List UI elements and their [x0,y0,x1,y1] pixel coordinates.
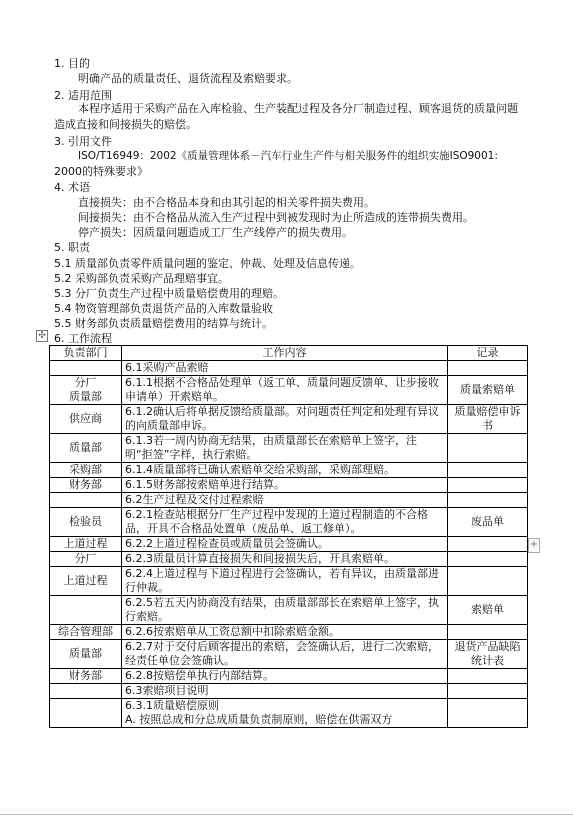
cell-record [448,684,528,699]
table-row [50,596,528,625]
cell-dept: 供应商 [50,405,122,434]
cell-content: 6.3.1质量赔偿原则 A. 按照总成和分总成质量负责制原则，赔偿在供需双方 [122,699,448,728]
cell-content: 6.2生产过程及交付过程索赔 [122,493,448,508]
cell-content: 6.2.5若五天内协商没有结果，由质量部部长在索赔单上签字，执行索赔。 [122,596,448,625]
cell-record [448,463,528,478]
cell-record [448,478,528,493]
page-bottom-edge [0,814,573,815]
header-record: 记录 [448,346,528,361]
cell-content: 6.2.7对于交付后顾客提出的索赔，会签确认后，进行二次索赔，经责任单位会签确认。 [122,640,448,669]
cell-dept [50,493,122,508]
section-2-title: 2. 适用范围 [54,89,112,102]
cell-record [448,552,528,567]
add-column-button[interactable]: + [528,538,540,553]
duty-item: 5.5 财务部负责质量赔偿费用的结算与统计。 [54,317,273,330]
cell-record [448,625,528,640]
table-row [50,434,528,463]
cell-record [448,434,528,463]
cell-dept: 分厂 质量部 [50,376,122,405]
cell-content: 6.2.4上道过程与下道过程进行会签确认，若有异议，由质量部进行仲裁。 [122,567,448,596]
section-3-line-2: 2000的特殊要求》 [54,165,148,178]
cell-record: 质量赔偿申诉书 [448,405,528,434]
cell-content: 6.1.5财务部按索赔单进行结算。 [122,478,448,493]
cell-content: 6.1.4质量部将已确认索赔单交给采购部，采购部理赔。 [122,463,448,478]
cell-record [448,537,528,552]
section-3-title: 3. 引用文件 [54,135,112,148]
workflow-table-body [50,361,528,728]
table-row [50,552,528,567]
cell-content: 6.2.8按赔偿单执行内部结算。 [122,669,448,684]
cell-content: 6.1.3若一周内协商无结果，由质量部长在索赔单上签字，注明“拒签”字样，执行索赔。 [122,434,448,463]
table-row [50,537,528,552]
cell-dept: 质量部 [50,434,122,463]
section-3-line-1: ISO/T16949：2002《质量管理体系－汽车行业生产件与相关服务件的组织实施ISO9001: [78,150,498,162]
table-row [50,640,528,669]
cell-record [448,699,528,728]
cell-record: 废品单 [448,508,528,537]
cell-record [448,567,528,596]
cell-content: 6.1采购产品索赔 [122,361,448,376]
table-row [50,376,528,405]
term-indirect-loss: 间接损失：由不合格品从流入生产过程中到被发现时为止所造成的连带损失费用。 [78,211,474,224]
table-row [50,463,528,478]
table-row [50,684,528,699]
cell-dept: 质量部 [50,640,122,669]
cell-dept: 综合管理部 [50,625,122,640]
duty-item: 5.1 质量部负责零件质量问题的鉴定、仲裁、处理及信息传递。 [54,257,361,270]
cell-content: 6.2.2上道过程检查员或质量员会签确认。 [122,537,448,552]
cell-content: 6.1.1根据不合格品处理单（返工单、质量问题反馈单、让步接收申请单）开索赔单。 [122,376,448,405]
cell-content: 6.3索赔项目说明 [122,684,448,699]
table-row [50,625,528,640]
term-direct-loss: 直接损失：由不合格品本身和由其引起的相关零件损失费用。 [78,196,375,209]
cell-dept [50,596,122,625]
cell-record [448,493,528,508]
table-row [50,405,528,434]
table-row [50,478,528,493]
workflow-table [49,345,528,728]
cell-content: 6.2.1检查站根据分厂生产过程中发现的上道过程制造的不合格品，开具不合格品处置单（废品单、返工修单）。 [122,508,448,537]
cell-dept: 检验员 [50,508,122,537]
term-shutdown-loss: 停产损失：因质量问题造成工厂生产线停产的损失费用。 [78,226,353,239]
cell-record: 退货产品缺陷统计表 [448,640,528,669]
duty-item: 5.2 采购部负责采购产品理赔事宜。 [54,272,229,285]
header-dept: 负责部门 [50,346,122,361]
section-2-body: 本程序适用于采购产品在入库检验、生产装配过程及各分厂制造过程、顾客退货的质量问题造成直接和间接损失的赔偿。 [54,102,518,131]
cell-dept: 财务部 [50,478,122,493]
cell-record: 索赔单 [448,596,528,625]
duty-item: 5.3 分厂负责生产过程中质量赔偿费用的理赔。 [54,287,284,300]
cell-record [448,669,528,684]
cell-dept: 上道过程 [50,567,122,596]
table-row [50,567,528,596]
cell-content: 6.1.2确认后将单据反馈给质量部。对问题责任判定和处理有异议的向质量部申诉。 [122,405,448,434]
cell-content: 6.2.6按索赔单从工资总额中扣除索赔金额。 [122,625,448,640]
cell-dept: 上道过程 [50,537,122,552]
table-row [50,669,528,684]
section-4-title: 4. 术语 [54,181,90,194]
cell-record: 质量索赔单 [448,376,528,405]
cell-dept: 分厂 [50,552,122,567]
table-row [50,508,528,537]
section-1-body: 明确产品的质量责任、退货流程及索赔要求。 [78,72,298,85]
section-5-title: 5. 职责 [54,241,90,254]
cell-dept [50,684,122,699]
cell-dept: 财务部 [50,669,122,684]
cell-dept: 采购部 [50,463,122,478]
header-content: 工作内容 [122,346,448,361]
cell-record [448,361,528,376]
table-move-handle-icon[interactable]: ✣ [36,330,48,342]
cell-dept [50,699,122,728]
duty-item: 5.4 物资管理部负责退货产品的入库数量验收 [54,302,273,315]
table-row [50,361,528,376]
section-6-title: 6. 工作流程 [54,332,112,345]
table-row [50,493,528,508]
cell-dept [50,361,122,376]
table-row [50,699,528,728]
section-1-title: 1. 目的 [54,57,90,70]
cell-content: 6.2.3质量员计算直接损失和间接损失后，开具索赔单。 [122,552,448,567]
